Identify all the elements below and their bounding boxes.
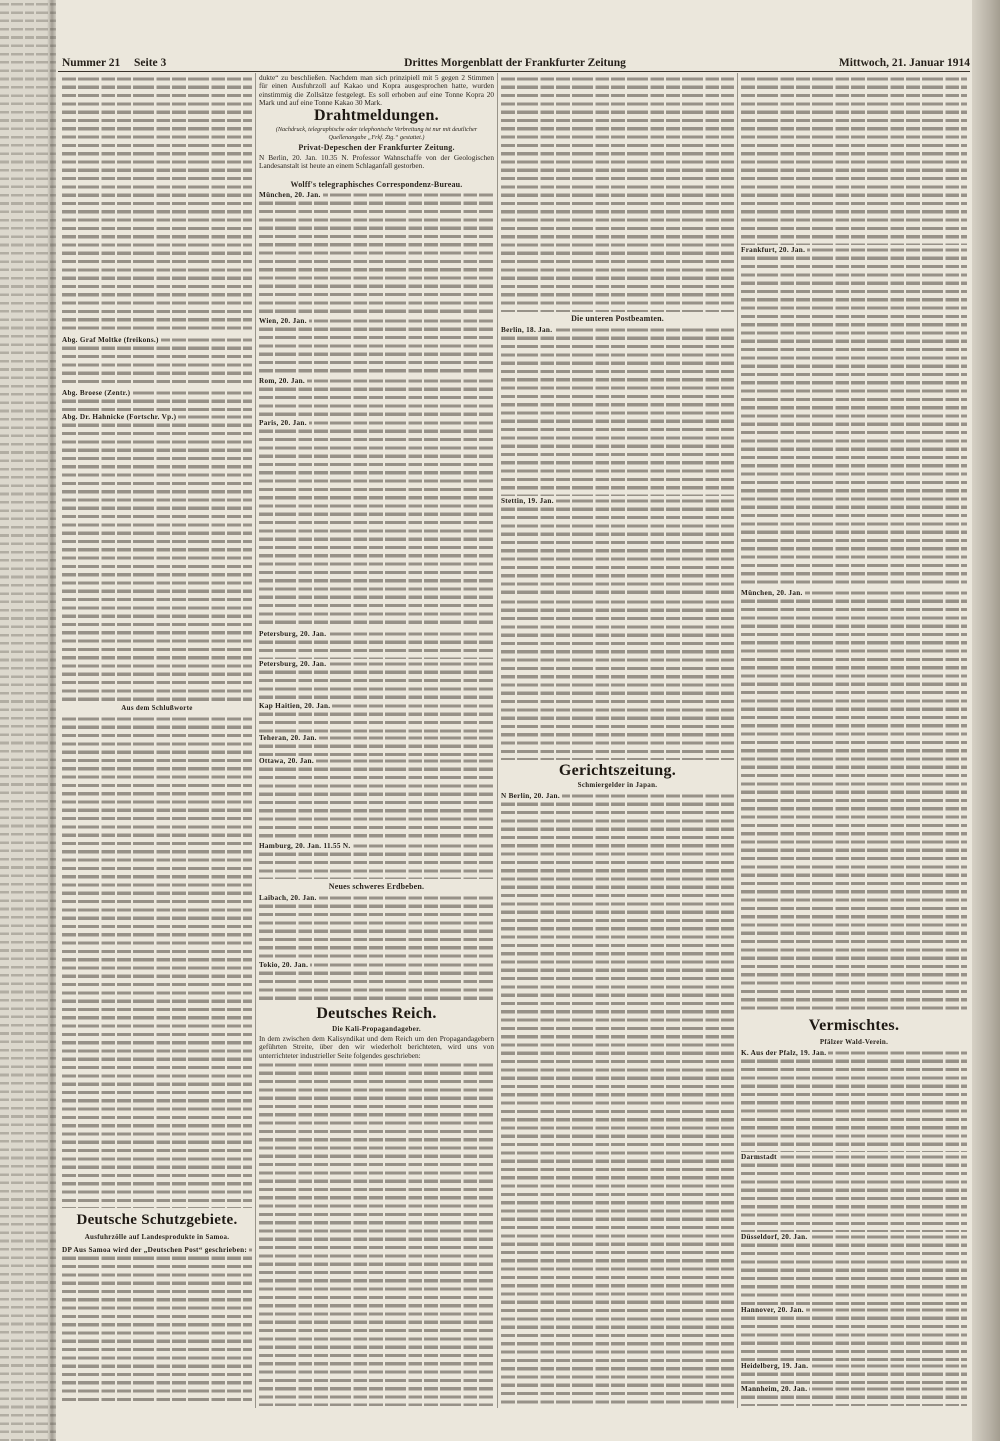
article-text [741, 246, 967, 588]
dateline: München, 20. Jan. [741, 589, 803, 597]
article-text [741, 1049, 967, 1152]
dateline: DP Aus Samoa wird der „Deutschen Post“ geschrieben: [62, 1246, 248, 1254]
article-text [741, 1385, 967, 1406]
facing-page-edge [0, 0, 56, 1441]
article-text [501, 326, 734, 496]
article-text [62, 75, 252, 333]
subsection-heading: Neues schweres Erdbeben. [328, 882, 425, 891]
dateline: Hamburg, 20. Jan. 11.55 N. [259, 842, 351, 850]
dateline: Hannover, 20. Jan. [741, 1306, 804, 1314]
article-text [501, 75, 734, 312]
dateline: Darmstadt [741, 1153, 777, 1161]
telegram [259, 842, 494, 879]
speech-paragraph [62, 336, 252, 388]
speech-paragraph [62, 413, 252, 703]
dateline: Berlin, 18. Jan. [501, 326, 553, 334]
dateline: Petersburg, 20. Jan. [259, 630, 327, 638]
dateline: München, 20. Jan. [259, 191, 321, 199]
article-text: In dem zwischen dem Kalisyndikat und dem Reich um den Propagandagebern geführten Streite, über den wir wiederholt berichteten, wird uns von unterrichteter industrieller Seite folgendes geschrieben: [259, 1035, 494, 1060]
article-text [259, 1061, 494, 1406]
dateline: Rom, 20. Jan. [259, 377, 306, 385]
column-3 [501, 0, 734, 1441]
speech-paragraph [62, 389, 252, 411]
telegram [259, 702, 494, 733]
dateline: Paris, 20. Jan. [259, 419, 307, 427]
page-edge-shadow [972, 0, 1000, 1441]
dateline: Heidelberg, 19. Jan. [741, 1362, 809, 1370]
telegram [259, 961, 494, 1002]
telegram [259, 419, 494, 629]
dateline: Mannheim, 20. Jan. [741, 1385, 808, 1393]
article-text: N Berlin, 20. Jan. 10.35 N. Professor Wahnschaffe von der Geologischen Landesanstalt ist heute an einem Schlaganfall gestorben. [259, 154, 494, 171]
article-text [501, 681, 734, 760]
telegram [259, 734, 494, 756]
article-heading: Pfälzer Wald-Verein. [819, 1038, 889, 1046]
telegram [259, 757, 494, 841]
dateline: Petersburg, 20. Jan. [259, 660, 327, 668]
reprint-notice: (Nachdruck, telegraphische oder telephonische Verbreitung ist nur mit deutlicher Quellenangabe „Frkf. Ztg.“ gestattet.) [275, 126, 478, 141]
article-text [62, 715, 252, 1208]
section-heading: Gerichtszeitung. [558, 762, 677, 779]
article-text [62, 1246, 252, 1406]
article-text [741, 589, 967, 1012]
issue-date: Mittwoch, 21. Januar 1914 [838, 57, 970, 69]
column-rule [255, 73, 256, 1408]
issue-number: Nummer 21 [62, 57, 121, 69]
telegram [259, 630, 494, 659]
dateline: K. Aus der Pfalz, 19. Jan. [741, 1049, 827, 1057]
column-1 [62, 0, 252, 1441]
subsection-heading: Wolff's telegraphisches Correspondenz-Bureau. [290, 180, 463, 189]
article-heading: Ausfuhrzölle auf Landesprodukte in Samoa. [84, 1233, 230, 1241]
dateline: Stettin, 19. Jan. [501, 497, 554, 505]
dateline: Ottawa, 20. Jan. [259, 757, 314, 765]
dateline: Laibach, 20. Jan. [259, 894, 317, 902]
article-text [741, 1153, 967, 1232]
article-text [741, 1233, 967, 1305]
section-heading: Deutsches Reich. [316, 1005, 437, 1022]
article-heading: Die unteren Postbeamten. [571, 314, 664, 323]
article-heading: Die Kali-Propagandageber. [332, 1025, 421, 1033]
article-heading: Schmiergelder in Japan. [577, 781, 658, 789]
dateline: Wien, 20. Jan. [259, 317, 307, 325]
dateline: Frankfurt, 20. Jan. [741, 246, 806, 254]
article-text [501, 792, 734, 1406]
masthead-edition: Drittes Morgenblatt der Frankfurter Zeitung [404, 57, 626, 69]
article-text [501, 598, 734, 680]
subsection-heading: Privat-Depeschen der Frankfurter Zeitung. [298, 143, 455, 152]
section-heading: Vermischtes. [808, 1017, 900, 1034]
section-heading: Drahtmeldungen. [314, 107, 439, 124]
speaker-name: Abg. Dr. Hahnicke (Fortschr. Vp.) [62, 413, 177, 421]
telegram [259, 377, 494, 418]
telegram [259, 894, 494, 960]
dateline: Tokio, 20. Jan. [259, 961, 309, 969]
page-number: Seite 3 [134, 57, 167, 69]
article-text [501, 497, 734, 597]
telegram [259, 317, 494, 376]
section-heading: Deutsche Schutzgebiete. [76, 1212, 238, 1228]
telegram [259, 660, 494, 701]
subheading: Aus dem Schlußworte [121, 704, 193, 712]
dateline: Düsseldorf, 20. Jan. [741, 1233, 808, 1241]
dateline: N Berlin, 20. Jan. [501, 792, 560, 800]
column-rule [497, 73, 498, 1408]
telegram [259, 191, 494, 316]
column-2 [259, 0, 494, 1441]
speaker-name: Abg. Broese (Zentr.) [62, 389, 131, 397]
article-text [741, 1362, 967, 1384]
article-text [741, 75, 967, 245]
column-4 [741, 0, 967, 1441]
article-text: dukte“ zu beschließen. Nachdem man sich prinzipiell mit 5 gegen 2 Stimmen für einen Ausfuhrzoll auf Kakao und Kopra ausgesprochen hatte, wurden einstimmig die Zollsätze festgelegt. Es soll erhoben auf eine Tonne Kopra 20 Mark und auf eine Tonne Kakao 30 Mark. [259, 74, 494, 107]
speaker-name: Abg. Graf Moltke (freikons.) [62, 336, 159, 344]
column-rule [737, 73, 738, 1408]
article-text [741, 1306, 967, 1361]
dateline: Kap Haitien, 20. Jan. [259, 702, 331, 710]
dateline: Teheran, 20. Jan. [259, 734, 317, 742]
